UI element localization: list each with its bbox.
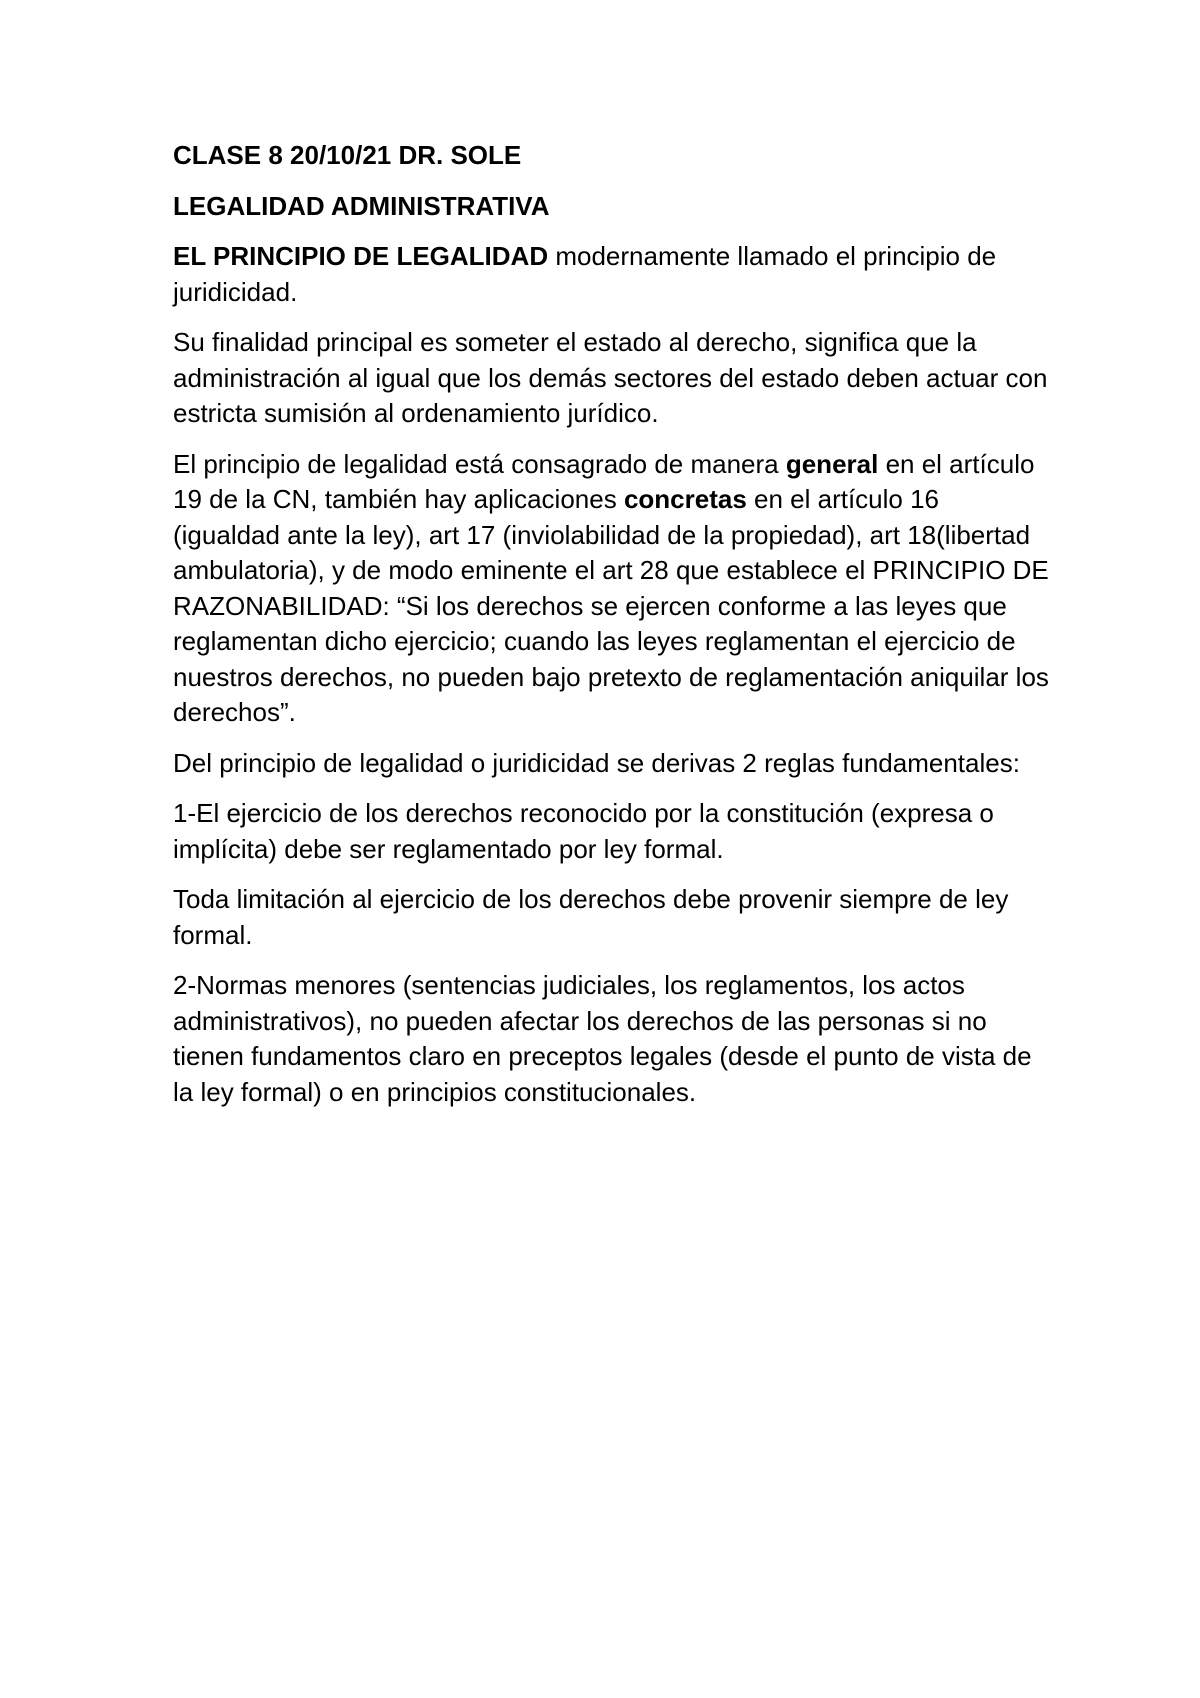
constitution-text-1: El principio de legalidad está consagrado de manera — [173, 448, 786, 479]
constitution-text-3: en el artículo 16 (igualdad ante la ley), art 17 (inviolabilidad de la propiedad), art 18(libertad ambulatoria), y de modo eminente el art 28 que establece el PRINCIPIO DE RAZONABILIDAD: “Si los derechos se ejercen conforme a las leyes que reglamentan dicho ejercicio; cuando las leyes reglamentan el ejercicio de nuestros derechos, no pueden bajo pretexto de reglamentación aniquilar los derechos”. — [173, 484, 1049, 727]
paragraph-purpose: Su finalidad principal es someter el estado al derecho, significa que la administración al igual que los demás sectores del estado deben actuar con estricta sumisión al ordenamiento jurídico. — [173, 327, 1048, 428]
class-title: CLASE 8 20/10/21 DR. SOLE — [173, 140, 522, 170]
principle-term: EL PRINCIPIO DE LEGALIDAD — [173, 241, 549, 271]
constitution-text-2: en el artículo 19 de la CN, también hay aplicaciones — [173, 448, 1035, 514]
paragraph-constitution — [173, 447, 1053, 731]
principle-definition-text: modernamente llamado el principio de juridicidad. — [173, 241, 997, 307]
paragraph-limitation: Toda limitación al ejercicio de los derechos debe provenir siempre de ley formal. — [173, 884, 1009, 950]
paragraph-rule-1: 1-El ejercicio de los derechos reconocido por la constitución (expresa o implícita) debe ser reglamentado por ley formal. — [173, 798, 994, 864]
section-title: LEGALIDAD ADMINISTRATIVA — [173, 190, 550, 221]
document-body — [173, 138, 1053, 1125]
paragraph-principle-definition — [173, 239, 1053, 310]
term-general: general — [785, 448, 879, 479]
paragraph-rule-2: 2-Normas menores (sentencias judiciales, los reglamentos, los actos administrativos), no pueden afectar los derechos de las personas si no tienen fundamentos claro en preceptos legales (desde el punto de vista de la ley formal) o en principios constitucionales. — [173, 970, 1032, 1107]
paragraph-rules-intro: Del principio de legalidad o juridicidad se derivas 2 reglas fundamentales: — [173, 747, 1020, 778]
term-concretas: concretas — [623, 484, 747, 514]
